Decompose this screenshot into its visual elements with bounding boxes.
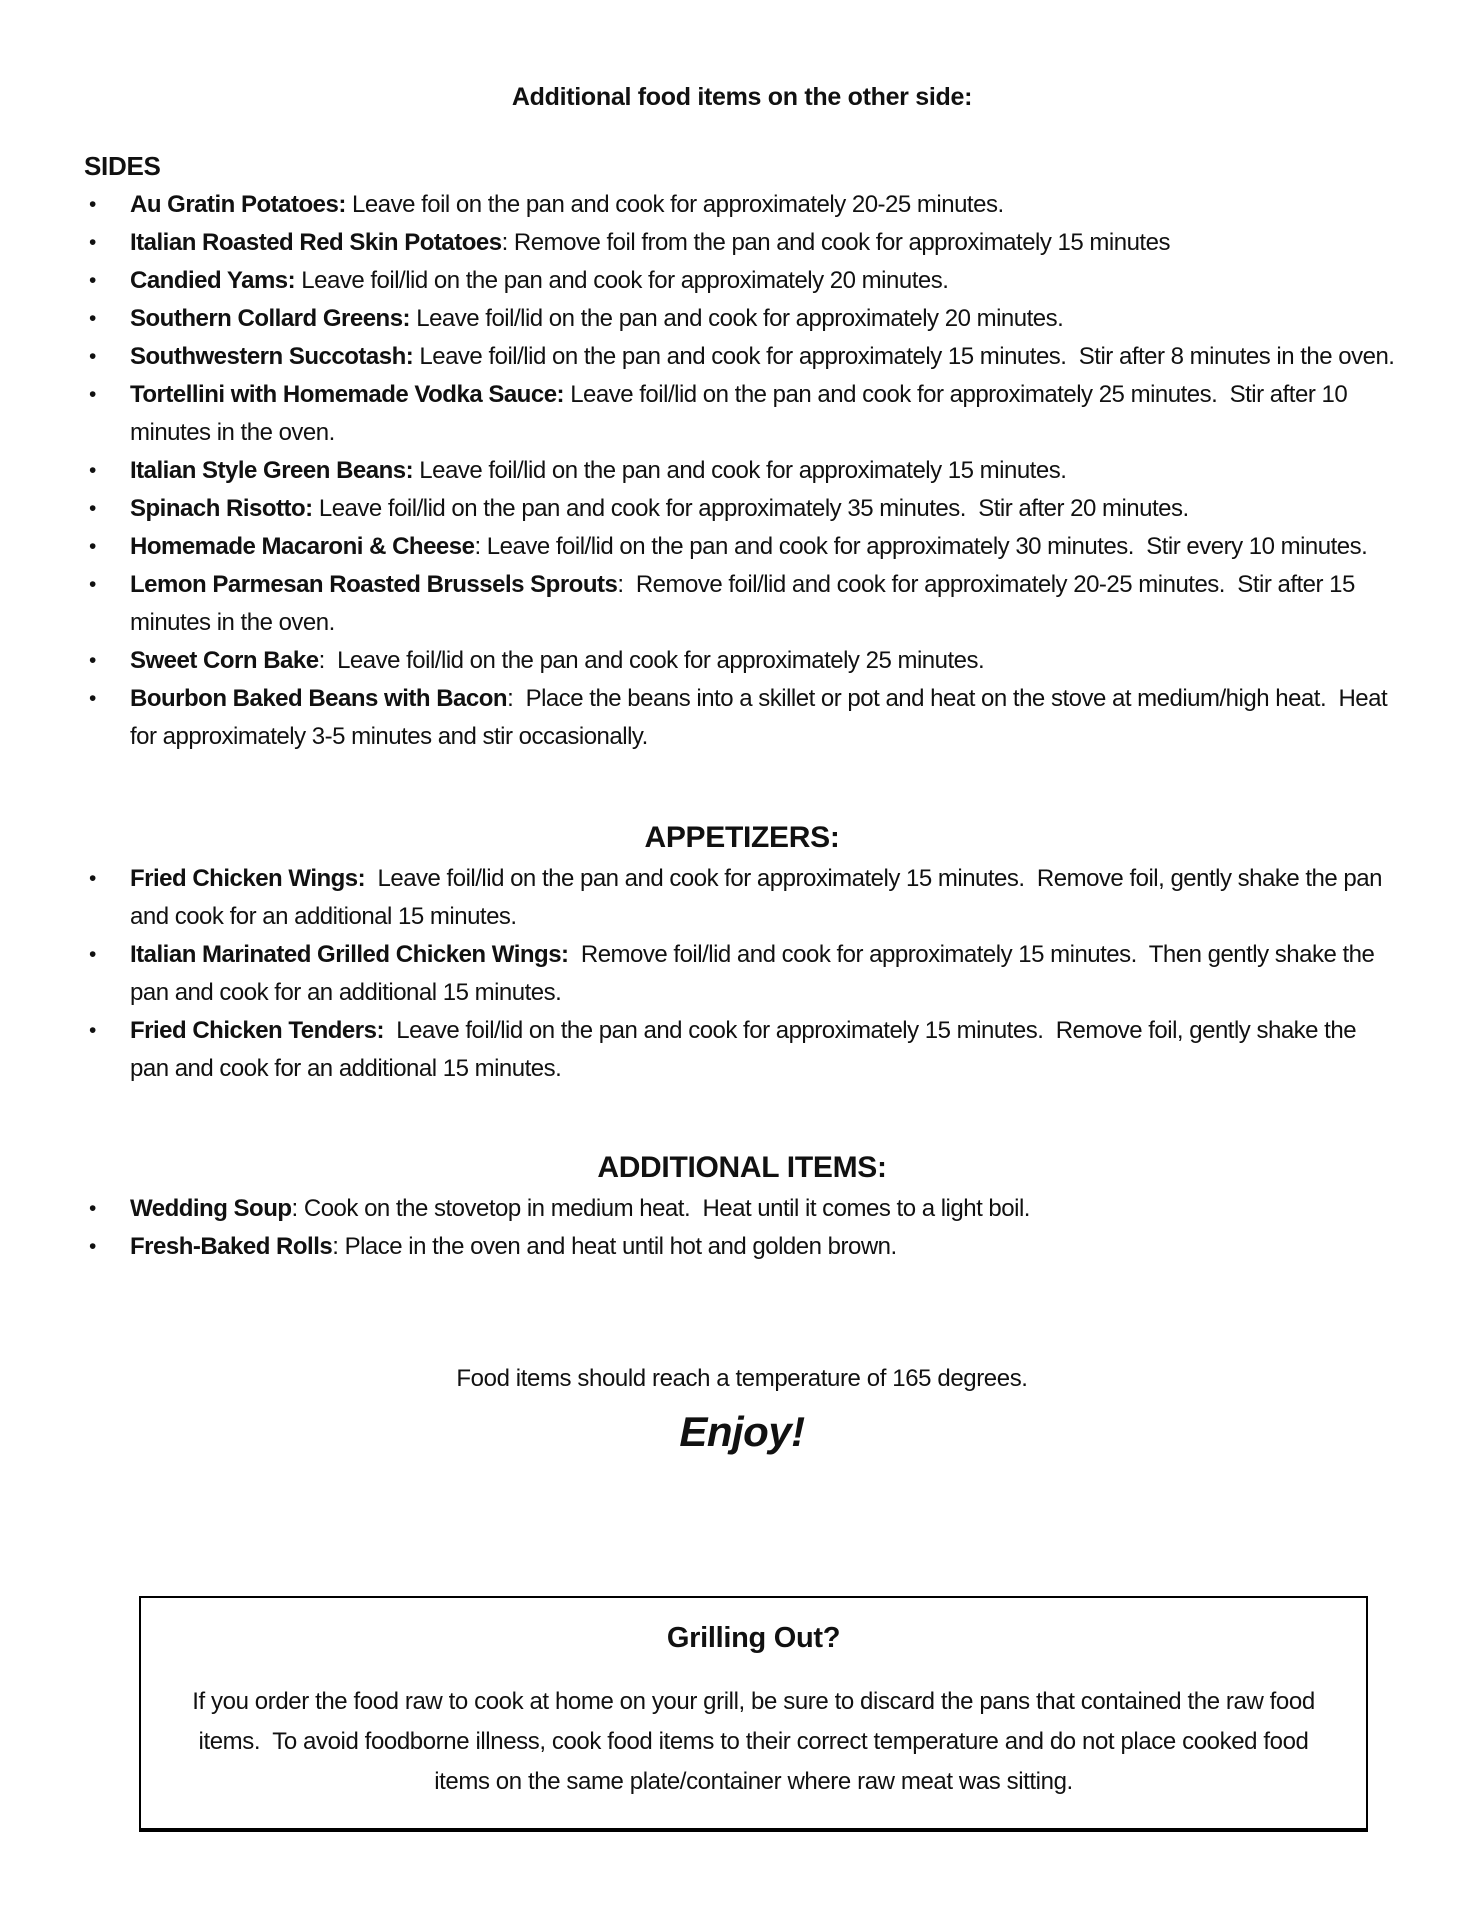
item-name: Candied Yams:	[130, 267, 296, 294]
item-name: Bourbon Baked Beans with Bacon	[130, 685, 508, 712]
list-item	[84, 224, 1400, 262]
item-desc: Leave foil/lid on the pan and cook for approximately 15 minutes.	[413, 457, 1067, 484]
item-name: Italian Roasted Red Skin Potatoes	[130, 229, 502, 256]
item-desc: Remove foil/lid and cook for approximately 15 minutes. Then gently shake the pan and cook for an additional 15 minutes.	[130, 941, 1381, 1006]
item-name: Spinach Risotto:	[130, 495, 313, 522]
item-name: Italian Style Green Beans:	[130, 457, 414, 484]
grilling-box-body: If you order the food raw to cook at home on your grill, be sure to discard the pans that contained the raw food items. To avoid foodborne illness, cook food items to their correct temperature and do not place cooked food items on the same plate/container where raw meat was sitting.	[192, 1688, 1322, 1795]
additional-items-list	[84, 1190, 1400, 1266]
item-desc: Leave foil/lid on the pan and cook for approximately 15 minutes. Remove foil, gently shake the pan and cook for an additional 15 minutes.	[130, 865, 1389, 930]
item-name: Au Gratin Potatoes:	[130, 191, 346, 218]
list-item	[84, 452, 1400, 490]
bullet-icon: •	[89, 269, 97, 292]
section-title-additional: ADDITIONAL ITEMS:	[597, 1151, 887, 1184]
bullet-icon: •	[89, 1235, 97, 1258]
list-item	[84, 936, 1400, 1012]
section-title-sides: SIDES	[84, 151, 161, 181]
item-desc: Leave foil on the pan and cook for approximately 20-25 minutes.	[345, 191, 1004, 218]
bullet-icon: •	[89, 1197, 97, 1220]
list-item	[84, 566, 1400, 642]
list-item	[84, 1012, 1400, 1088]
item-desc: : Cook on the stovetop in medium heat. Heat until it comes to a light boil.	[291, 1195, 1030, 1222]
item-desc: Leave foil/lid on the pan and cook for approximately 15 minutes. Stir after 8 minutes in the oven.	[413, 343, 1395, 370]
bullet-icon: •	[89, 867, 97, 890]
item-name: Southwestern Succotash:	[130, 343, 414, 370]
item-name: Tortellini with Homemade Vodka Sauce:	[130, 381, 565, 408]
bullet-icon: •	[89, 497, 97, 520]
item-name: Fried Chicken Tenders:	[130, 1017, 384, 1044]
grilling-box-title: Grilling Out?	[666, 1622, 841, 1654]
bullet-icon: •	[89, 943, 97, 966]
item-desc: Leave foil/lid on the pan and cook for approximately 35 minutes. Stir after 20 minutes.	[312, 495, 1189, 522]
list-item	[84, 186, 1400, 224]
item-desc: Leave foil/lid on the pan and cook for approximately 20 minutes.	[295, 267, 949, 294]
list-item	[84, 1228, 1400, 1266]
bullet-icon: •	[89, 573, 97, 596]
item-name: Wedding Soup	[130, 1195, 292, 1222]
grilling-out-box	[139, 1596, 1368, 1832]
item-desc: : Remove foil/lid and cook for approximately 20-25 minutes. Stir after 15 minutes in the oven.	[130, 571, 1362, 636]
list-item	[84, 642, 1400, 680]
bullet-icon: •	[89, 1019, 97, 1042]
item-name: Southern Collard Greens:	[130, 305, 411, 332]
section-title-appetizers: APPETIZERS:	[644, 821, 840, 854]
item-name: Fresh-Baked Rolls	[130, 1233, 333, 1260]
list-item	[84, 490, 1400, 528]
list-item	[84, 338, 1400, 376]
list-item	[84, 1190, 1400, 1228]
bullet-icon: •	[89, 345, 97, 368]
item-name: Lemon Parmesan Roasted Brussels Sprouts	[130, 571, 618, 598]
closing-note: Enjoy!	[679, 1408, 805, 1455]
bullet-icon: •	[89, 307, 97, 330]
temperature-note: Food items should reach a temperature of 165 degrees.	[456, 1365, 1028, 1392]
list-item	[84, 300, 1400, 338]
bullet-icon: •	[89, 383, 97, 406]
item-desc: Leave foil/lid on the pan and cook for approximately 25 minutes. Stir after 10 minutes in the oven.	[130, 381, 1354, 446]
bullet-icon: •	[89, 193, 97, 216]
section-additional	[84, 1148, 1400, 1266]
item-name: Italian Marinated Grilled Chicken Wings:	[130, 941, 569, 968]
item-name: Fried Chicken Wings:	[130, 865, 366, 892]
appetizers-list	[84, 860, 1400, 1088]
item-name: Homemade Macaroni & Cheese	[130, 533, 475, 560]
bullet-icon: •	[89, 231, 97, 254]
item-desc: : Place in the oven and heat until hot and golden brown.	[332, 1233, 897, 1260]
list-item	[84, 376, 1400, 452]
item-desc: : Place the beans into a skillet or pot and heat on the stove at medium/high heat. Heat for approximately 3-5 minutes and stir occasionally.	[130, 685, 1394, 750]
item-desc: : Leave foil/lid on the pan and cook for approximately 25 minutes.	[318, 647, 985, 674]
item-desc: Leave foil/lid on the pan and cook for approximately 15 minutes. Remove foil, gently shake the pan and cook for an additional 15 minutes.	[130, 1017, 1363, 1082]
item-desc: : Remove foil from the pan and cook for approximately 15 minutes	[501, 229, 1170, 256]
item-desc: : Leave foil/lid on the pan and cook for approximately 30 minutes. Stir every 10 minutes.	[474, 533, 1368, 560]
bullet-icon: •	[89, 535, 97, 558]
bullet-icon: •	[89, 649, 97, 672]
list-item	[84, 528, 1400, 566]
header-note: Additional food items on the other side:	[511, 83, 973, 111]
section-appetizers	[84, 818, 1400, 1088]
bullet-icon: •	[89, 459, 97, 482]
item-desc: Leave foil/lid on the pan and cook for approximately 20 minutes.	[410, 305, 1064, 332]
item-name: Sweet Corn Bake	[130, 647, 319, 674]
bullet-icon: •	[89, 687, 97, 710]
section-sides	[84, 148, 1400, 756]
list-item	[84, 680, 1400, 756]
sides-list	[84, 186, 1400, 756]
list-item	[84, 860, 1400, 936]
list-item	[84, 262, 1400, 300]
